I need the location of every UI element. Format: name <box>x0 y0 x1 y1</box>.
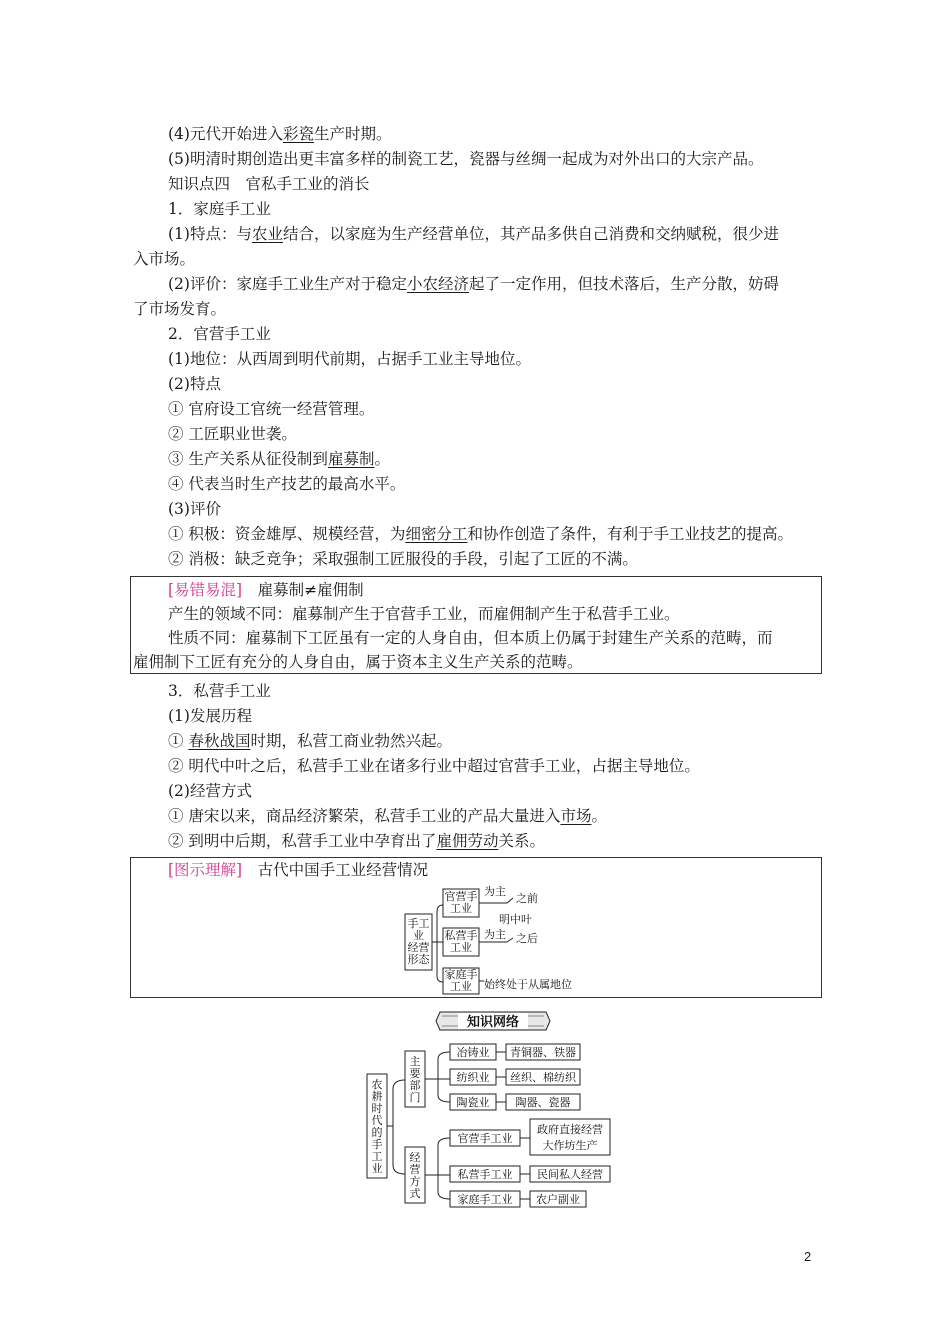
text-line: 入市场。 <box>133 250 196 268</box>
svg-text:方: 方 <box>409 1175 421 1188</box>
svg-text:大作坊生产: 大作坊生产 <box>542 1139 598 1152</box>
note-box-header: [易错易混] 雇募制≠雇佣制 <box>168 581 364 599</box>
text-line: ① 唐宋以来，商品经济繁荣，私营手工业的产品大量进入市场。 <box>168 807 607 825</box>
svg-text:部: 部 <box>409 1079 421 1092</box>
svg-text:明中叶: 明中叶 <box>499 913 532 926</box>
svg-text:陶瓷业: 陶瓷业 <box>456 1096 490 1109</box>
text-line: (2)特点 <box>168 375 221 393</box>
svg-text:业: 业 <box>371 1162 383 1175</box>
text-line: ③ 生产关系从征役制到雇募制。 <box>168 450 390 468</box>
subheading: 2．官营手工业 <box>168 325 271 343</box>
svg-text:形态: 形态 <box>407 953 430 966</box>
svg-text:耕: 耕 <box>371 1090 383 1103</box>
svg-text:手工: 手工 <box>407 917 430 930</box>
svg-text:私营手: 私营手 <box>444 929 478 942</box>
svg-text:经营: 经营 <box>407 941 430 954</box>
svg-text:冶铸业: 冶铸业 <box>456 1046 490 1059</box>
svg-text:要: 要 <box>409 1067 421 1080</box>
text-line: 性质不同：雇募制下工匠虽有一定的人身自由，但本质上仍属于封建生产关系的范畴，而 <box>168 629 773 647</box>
svg-text:代: 代 <box>371 1114 383 1127</box>
text-line: ② 工匠职业世袭。 <box>168 425 297 443</box>
svg-text:家庭手工业: 家庭手工业 <box>457 1193 513 1206</box>
text-line: ② 明代中叶之后，私营手工业在诸多行业中超过官营手工业，占据主导地位。 <box>168 757 700 775</box>
svg-text:丝织、棉纺织: 丝织、棉纺织 <box>510 1071 576 1084</box>
text-line: (4)元代开始进入彩瓷生产时期。 <box>168 125 392 143</box>
text-line: (2)经营方式 <box>168 782 252 800</box>
text-line: 了市场发育。 <box>133 300 227 318</box>
text-line: (2)评价：家庭手工业生产对于稳定小农经济起了一定作用，但技术落后，生产分散，妨碍 <box>168 275 779 293</box>
diagram-box-header: [图示理解] 古代中国手工业经营情况 <box>168 861 429 879</box>
svg-text:工业: 工业 <box>450 980 472 993</box>
text-line: (5)明清时期创造出更丰富多样的制瓷工艺，瓷器与丝绸一起成为对外出口的大宗产品。 <box>168 150 764 168</box>
svg-text:经: 经 <box>409 1151 421 1164</box>
svg-text:的: 的 <box>371 1126 383 1139</box>
text-line: (3)评价 <box>168 500 221 518</box>
svg-text:民间私人经营: 民间私人经营 <box>537 1168 603 1181</box>
svg-text:知识网络: 知识网络 <box>466 1015 520 1030</box>
text-line: ① 春秋战国时期，私营工商业勃然兴起。 <box>168 732 452 750</box>
svg-text:农: 农 <box>371 1078 383 1091</box>
svg-text:工业: 工业 <box>450 902 472 915</box>
svg-text:纺织业: 纺织业 <box>456 1071 490 1084</box>
text-line: ① 官府设工官统一经营管理。 <box>168 400 375 418</box>
svg-text:之前: 之前 <box>516 892 538 905</box>
svg-text:手: 手 <box>371 1138 383 1151</box>
svg-text:农户副业: 农户副业 <box>536 1193 580 1206</box>
svg-text:式: 式 <box>409 1187 421 1200</box>
text-line: ④ 代表当时生产技艺的最高水平。 <box>168 475 406 493</box>
svg-text:主: 主 <box>409 1055 421 1068</box>
svg-text:私营手工业: 私营手工业 <box>457 1168 513 1181</box>
text-line: (1)地位：从西周到明代前期，占据手工业主导地位。 <box>168 350 531 368</box>
text-line: ① 积极：资金雄厚、规模经营，为细密分工和协作创造了条件，有利于手工业技艺的提高。 <box>168 525 793 543</box>
subheading: 1．家庭手工业 <box>168 200 271 218</box>
knowledge-network-diagram <box>360 1007 620 1211</box>
text-line: 产生的领域不同：雇募制产生于官营手工业，而雇佣制产生于私营手工业。 <box>168 605 680 623</box>
svg-text:业: 业 <box>413 929 424 942</box>
section-heading: 知识点四 官私手工业的消长 <box>168 175 370 193</box>
svg-text:工: 工 <box>371 1150 383 1163</box>
text-line: ② 消极：缺乏竞争；采取强制工匠服役的手段，引起了工匠的不满。 <box>168 550 638 568</box>
svg-text:官营手工业: 官营手工业 <box>457 1132 513 1145</box>
svg-text:为主: 为主 <box>484 885 506 898</box>
svg-text:为主: 为主 <box>484 928 506 941</box>
svg-text:之后: 之后 <box>516 932 538 945</box>
svg-text:始终处于从属地位: 始终处于从属地位 <box>484 978 572 991</box>
subheading: 3．私营手工业 <box>168 682 271 700</box>
page-number: 2 <box>804 1249 812 1264</box>
svg-text:门: 门 <box>409 1091 421 1104</box>
svg-text:官营手: 官营手 <box>444 890 478 903</box>
text-line: 雇佣制下工匠有充分的人身自由，属于资本主义生产关系的范畴。 <box>133 653 583 671</box>
svg-text:青铜器、铁器: 青铜器、铁器 <box>510 1046 576 1059</box>
text-line: (1)发展历程 <box>168 707 252 725</box>
svg-text:时: 时 <box>371 1102 383 1115</box>
svg-text:家庭手: 家庭手 <box>444 968 478 981</box>
svg-text:陶器、瓷器: 陶器、瓷器 <box>515 1096 571 1109</box>
text-line: (1)特点：与农业结合，以家庭为生产经营单位，其产品多供自己消费和交纳赋税，很少进 <box>168 225 779 243</box>
svg-text:营: 营 <box>409 1163 421 1176</box>
svg-text:工业: 工业 <box>450 941 472 954</box>
text-line: ② 到明中后期，私营手工业中孕育出了雇佣劳动关系。 <box>168 832 545 850</box>
svg-text:政府直接经营: 政府直接经营 <box>537 1123 603 1136</box>
handicraft-forms-diagram <box>395 880 595 995</box>
